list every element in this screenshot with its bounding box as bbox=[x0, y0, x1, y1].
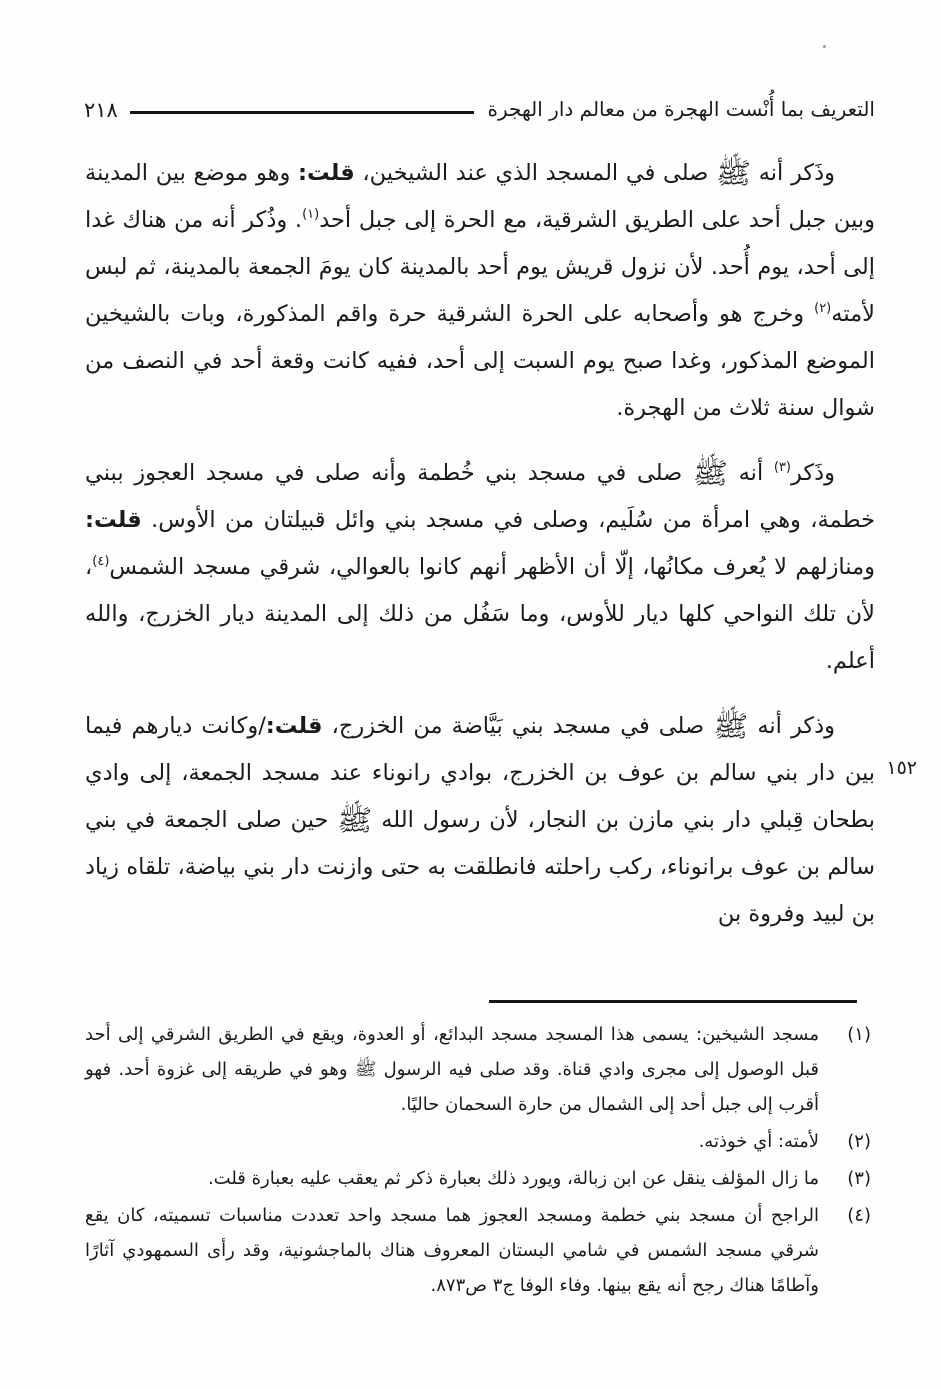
footnote-ref: (٤) bbox=[92, 554, 110, 569]
running-title: التعريف بما أُنْست الهجرة من معالم دار الهجرة bbox=[487, 97, 875, 121]
qultu-emphasis: قلت: bbox=[265, 713, 323, 739]
footnote-text: الراجح أن مسجد بني خطمة ومسجد العجوز هما مسجد واحد تعددت مناسبات تسميته، كان يقع شرقي مسجد الشمس في شامي البستان المعروف هناك بالماجشونية، وقد رأى السمهودي آثارًا وآطامًا هناك رجح أنه يقع بينها. وفاء الوفا ج٣ ص٨٧٣. bbox=[85, 1205, 819, 1296]
qultu-emphasis: قلت: bbox=[298, 160, 355, 186]
footnote-item bbox=[85, 1017, 875, 1122]
footnote-number: (٣) bbox=[847, 1168, 871, 1189]
paragraph bbox=[85, 450, 875, 685]
text-run: وخرج هو وأصحابه على الحرة الشرقية حرة واقم المذكورة، وبات بالشيخين الموضع المذكور، وغدا صبح يوم السبت إلى أحد، ففيه كانت وقعة أحد في النصف من شوال سنة ثلاث من الهجرة. bbox=[85, 301, 875, 421]
pbuh-symbol: ﷺ bbox=[716, 156, 752, 190]
page-header bbox=[84, 96, 875, 122]
pbuh-symbol: ﷺ bbox=[713, 709, 749, 743]
text-run: أنه bbox=[727, 460, 774, 486]
paragraph bbox=[85, 703, 875, 938]
page-number: ٢١٨ bbox=[84, 98, 118, 122]
text-run: حين صلى الجمعة في بني سالم بن عوف برانوناء، ركب راحلته فانطلقت به حتى وازنت دار بني بياضة، تلقاه زياد بن لبيد وفروة بن bbox=[85, 807, 875, 927]
footnote-text: مسجد الشيخين: يسمى هذا المسجد مسجد البدائع، أو العدوة، ويقع في الطريق الشرقي إلى أحد قبل الوصول إلى مجرى وادي قناة. وقد صلى فيه الرسول ﷺ وهو في طريقه إلى غزوة أحد. فهو أقرب إلى جبل أحد إلى الشمال من حارة السحمان حاليًا. bbox=[85, 1024, 819, 1115]
text-run: صلى في مسجد بني خُطمة وأنه صلى في مسجد العجوز ببني خطمة، وهي امرأة من سُلَيم، وصلى في مسجد بني وائل قبيلتان من الأوس. bbox=[85, 460, 875, 533]
footnote-number: (١) bbox=[847, 1024, 871, 1045]
footnote-item bbox=[85, 1198, 875, 1303]
text-run: وهو موضع بين المدينة وبين جبل أحد على الطريق الشرقية، مع الحرة إلى جبل أحد bbox=[85, 160, 875, 233]
footnotes-section bbox=[85, 1000, 875, 1305]
footnote-item bbox=[85, 1124, 875, 1159]
margin-folio-number: ١٥٢ bbox=[886, 757, 917, 779]
footnote-ref: (٢) bbox=[814, 301, 832, 316]
scan-speck bbox=[823, 45, 826, 48]
footnote-number: (٢) bbox=[847, 1131, 871, 1152]
text-run: صلى في مسجد بني بَيَّاضة من الخزرج، bbox=[322, 713, 714, 739]
text-run: ومنازلهم لا يُعرف مكانُها، إلّا أن الأظهر أنهم كانوا بالعوالي، شرقي مسجد الشمس bbox=[109, 554, 875, 580]
text-run: . وذُكر أنه من هناك غدا إلى أحد، يوم أُحد. لأن نزول قريش يوم أحد بالمدينة كان يومَ الجمعة بالمدينة، ثم لبس لأمته bbox=[85, 207, 875, 327]
footnote-text: ما زال المؤلف ينقل عن ابن زبالة، ويورد ذلك بعبارة ذكر ثم يعقب عليه بعبارة قلت. bbox=[207, 1168, 819, 1189]
footnote-text: لأمته: أي خوذته. bbox=[698, 1131, 819, 1152]
text-run: وذَكر bbox=[790, 460, 835, 486]
paragraph bbox=[85, 150, 875, 432]
footnote-separator bbox=[489, 1000, 857, 1003]
text-run: وذَكر أنه bbox=[751, 160, 835, 186]
footnote-number: (٤) bbox=[847, 1205, 871, 1226]
pbuh-symbol: ﷺ bbox=[692, 456, 728, 490]
footnote-item bbox=[85, 1161, 875, 1196]
qultu-emphasis: قلت: bbox=[85, 507, 142, 533]
text-run: /وكانت ديارهم فيما بين دار بني سالم بن عوف بن الخزرج، بوادي رانوناء عند مسجد الجمعة، إلى وادي بطحان قِبلي دار بني مازن بن النجار، لأن رسول الله bbox=[85, 713, 875, 833]
footnote-list bbox=[85, 1017, 875, 1303]
header-rule bbox=[130, 111, 474, 114]
body-paragraphs bbox=[85, 150, 875, 956]
text-run: وذكر أنه bbox=[748, 713, 835, 739]
pbuh-symbol: ﷺ bbox=[337, 803, 373, 837]
text-run: ، لأن تلك النواحي كلها ديار للأوس، وما سَفُل من ذلك إلى المدينة ديار الخزرج، والله أعلم. bbox=[85, 554, 875, 674]
footnote-ref: (٣) bbox=[773, 460, 791, 475]
text-run: صلى في المسجد الذي عند الشيخين، bbox=[354, 160, 717, 186]
footnote-ref: (١) bbox=[302, 207, 320, 222]
